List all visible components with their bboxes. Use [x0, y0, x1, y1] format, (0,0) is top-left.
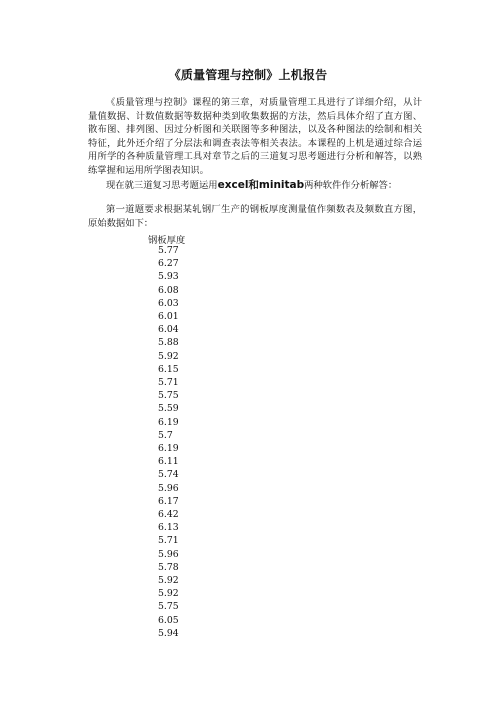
- thickness-value: 6.08: [158, 284, 179, 296]
- thickness-value: 6.27: [158, 258, 179, 270]
- thickness-value: 6.19: [158, 443, 179, 455]
- thickness-value: 5.92: [158, 575, 179, 587]
- thickness-value-list: [158, 244, 179, 640]
- thickness-value: 6.05: [158, 614, 179, 626]
- thickness-value: 6.01: [158, 311, 179, 323]
- thickness-value: 6.42: [158, 509, 179, 521]
- thickness-value: 5.94: [158, 627, 179, 639]
- software-names: excel和minitab: [217, 179, 305, 191]
- thickness-value: 5.71: [158, 377, 179, 389]
- thickness-value: 5.75: [158, 601, 179, 613]
- thickness-value: 6.04: [158, 324, 179, 336]
- intro-paragraph: 《质量管理与控制》课程的第三章，对质量管理工具进行了详细介绍，从计量值数据、计数值数据等数据种类到收集数据的方法，然后具体介绍了直方图、散布图、排列图、因过分析图和关联图等多种图法，以及各种图法的绘制和相关特征，此外还介绍了分层法和调查表法等相关表法。本课程的上机是通过综合运用所学的各种质量管理工具对章节之后的三道复习思考题进行分析和解答，以熟练掌握和运用所学图表知识。: [88, 97, 422, 176]
- software-paragraph-prefix: 现在就三道复习思考题运用: [106, 180, 218, 191]
- software-paragraph: [88, 179, 422, 193]
- thickness-value: 5.96: [158, 548, 179, 560]
- question-one-paragraph: 第一道题要求根据某轧钢厂生产的钢板厚度测量值作频数表及频数直方图，原始数据如下：: [88, 204, 422, 229]
- thickness-value: 5.96: [158, 482, 179, 494]
- thickness-value: 6.13: [158, 522, 179, 534]
- software-paragraph-suffix: 两种软件作分析解答：: [304, 180, 398, 191]
- thickness-value: 5.88: [158, 337, 179, 349]
- thickness-value: 5.71: [158, 535, 179, 547]
- report-title: 《质量管理与控制》上机报告: [168, 68, 328, 82]
- thickness-value: 5.93: [158, 271, 179, 283]
- thickness-value: 6.03: [158, 297, 179, 309]
- thickness-value: 5.75: [158, 390, 179, 402]
- thickness-value: 5.92: [158, 350, 179, 362]
- thickness-value: 6.15: [158, 363, 179, 375]
- thickness-value: 6.17: [158, 495, 179, 507]
- thickness-value: 5.74: [158, 469, 179, 481]
- thickness-value: 6.19: [158, 416, 179, 428]
- thickness-value: 5.77: [158, 245, 179, 256]
- thickness-value: 5.92: [158, 588, 179, 600]
- thickness-value: 5.59: [158, 403, 179, 415]
- thickness-value: 5.78: [158, 561, 179, 573]
- column-header: 钢板厚度: [148, 235, 186, 246]
- thickness-value: 5.7: [158, 429, 173, 441]
- thickness-value: 6.11: [158, 456, 179, 468]
